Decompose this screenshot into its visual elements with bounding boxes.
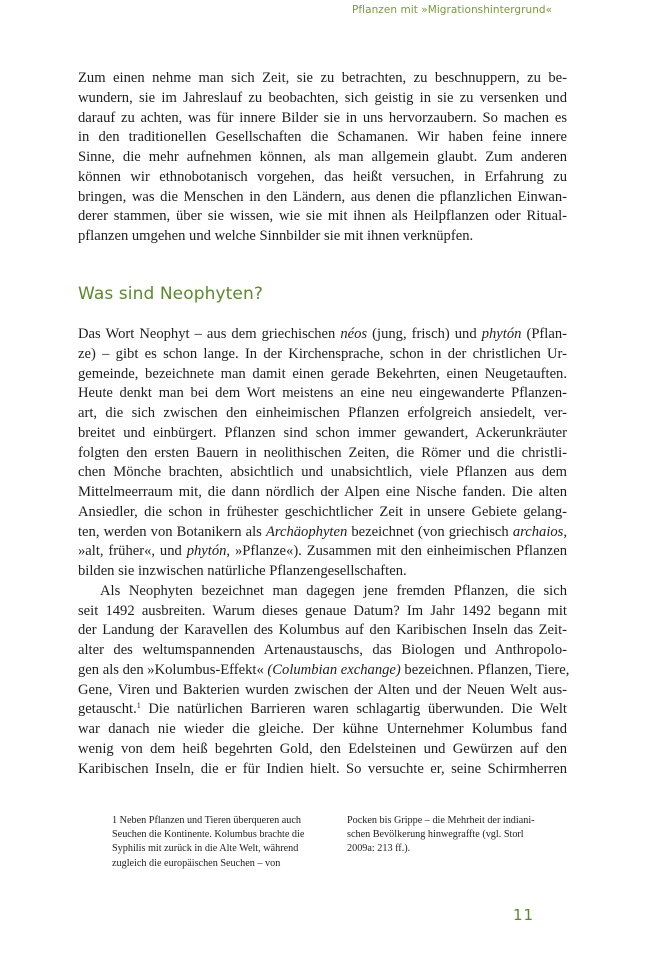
text-line: können wir ethnobotanisch vorgehen, das heißt versuchen, in Erfahrung zu	[78, 168, 567, 185]
text-line: getauscht.$^1$ Die natürlichen Barrieren waren schlagartig überwunden. Die Welt	[78, 701, 567, 718]
running-head: Pflanzen mit »Migrationshintergrund«	[352, 4, 553, 16]
text-line: Gene, Viren und Bakterien wurden zwischen der Alten und der Neuen Welt aus-	[78, 681, 567, 698]
footnote-column-1	[112, 814, 327, 871]
greek-term: archaios,	[512, 523, 568, 540]
footnote-line: Pocken bis Grippe – die Mehrheit der indiani-	[347, 815, 535, 826]
text-line: bilden sie inzwischen natürliche Pflanzengesellschaften.	[78, 563, 407, 579]
paragraph-columbus	[78, 582, 570, 780]
text-line: bringen, was die Menschen in den Ländern, aus denen die pflanzlichen Einwan-	[78, 188, 567, 205]
text-line: gen als den »Kolumbus-Effekt« (Columbian exchange) bezeichnen. Pflanzen, Tiere,	[78, 661, 570, 678]
text-line: Das Wort Neophyt – aus dem griechischen néos (jung, frisch) und phytón (Pflan-	[78, 326, 567, 342]
italic-term: (Columbian exchange)	[267, 661, 401, 678]
text-line: ze) – gibt es schon lange. In der Kirchensprache, schon in der christlichen Ur-	[78, 345, 567, 362]
section-heading: Was sind Neophyten?	[78, 284, 263, 304]
greek-term: néos	[340, 326, 368, 342]
text-line: seit 1492 ausbreiten. Warum dieses genaue Datum? Im Jahr 1492 begann mit	[78, 602, 567, 619]
text-line: pflanzen umgehen und welche Sinnbilder sie mit ihnen verknüpfen.	[78, 228, 474, 244]
greek-term: phytón,	[186, 543, 231, 560]
text-line: chen Mönche brachten, absichtlich und unabsichtlich, viele Pflanzen aus dem	[78, 464, 567, 481]
text-line: Mittelmeerraum mit, die dann nördlich der Alpen eine Nische fanden. Die alten	[78, 484, 567, 500]
footnote-line: schen Bevölkerung hinwegraffte (vgl. Storl	[347, 829, 524, 841]
text-line: darauf zu achten, was für innere Bilder sie in uns hervorzaubern. So machen es	[78, 109, 567, 126]
text-line: Ansiedler, die schon in frühester geschichtlicher Zeit in unsere Gebiete gelang-	[78, 503, 567, 520]
footnote-line: zugleich die europäischen Seuchen – von	[112, 857, 281, 869]
text-line: Sinne, die mehr aufnehmen können, als man allgemein glaubt. Zum anderen	[78, 149, 567, 165]
text-line: gemeinde, bezeichnete man damit einen gerade Bekehrten, einen Neugetauften.	[78, 365, 567, 382]
text-line: art, die sich zwischen den einheimischen Pflanzen erfolgreich ansiedelt, ver-	[78, 405, 567, 421]
section-body	[78, 325, 570, 779]
footnote-line: Syphilis mit zurück in die Alte Welt, während	[112, 843, 299, 855]
footnote-column-2	[347, 814, 562, 871]
text-line: Karibischen Inseln, die er für Indien hielt. So versuchte er, seine Schirmherren	[78, 760, 567, 777]
text-line: breitet und einbürgert. Pflanzen sind schon immer gewandert, Ackerunkräuter	[78, 424, 567, 441]
footnote-area	[112, 814, 572, 871]
text-line: »alt, früher«, und phytón, »Pflanze«). Zusammen mit den einheimischen Pflanzen	[78, 543, 568, 560]
paragraph-neophyt-definition	[78, 325, 567, 582]
text-line: in den traditionellen Gesellschaften die Schamanen. Wir haben feine innere	[78, 129, 567, 146]
text-line: der Landung der Karavellen des Kolumbus auf den Karibischen Inseln das Zeit-	[78, 622, 567, 639]
text-line: wundern, sie im Jahreslauf zu beobachten, sich geistig in sie zu versenken und	[78, 89, 567, 106]
italic-term: Archäophyten	[265, 523, 348, 540]
text-line: derer stammen, über sie wissen, wie sie mit ihnen als Heilpflanzen oder Ritual-	[78, 208, 567, 225]
footnote-line: 2009a: 213 ff.).	[347, 843, 411, 855]
text-line: wenig von dem heiß begehrten Gold, den Edelsteinen und Gewürzen auf den	[78, 740, 567, 757]
text-line: folgten den ersten Bauern in neolithischen Zeiten, die Römer und die christli-	[78, 444, 567, 461]
footnote-reference[interactable]: 1	[136, 701, 141, 711]
page-number: 11	[513, 906, 535, 924]
greek-term: phytón	[481, 326, 522, 342]
footnote-line: 1 Neben Pflanzen und Tieren überqueren auch	[112, 815, 301, 826]
intro-paragraph	[78, 69, 567, 247]
text-line: war danach nie wieder die gleiche. Der kühne Unternehmer Kolumbus fand	[78, 721, 567, 737]
footnote-line: Seuchen die Kontinente. Kolumbus brachte die	[112, 829, 305, 841]
text-line: Heute denkt man bei dem Wort meistens an eine neu eingewanderte Pflanzen-	[78, 385, 567, 402]
text-line: Zum einen nehme man sich Zeit, sie zu betrachten, zu beschnuppern, zu be-	[78, 70, 567, 86]
text-line: Als Neophyten bezeichnet man dagegen jene fremden Pflanzen, die sich	[100, 582, 567, 599]
text-line: ten, werden von Botanikern als Archäophyten bezeichnet (von griechisch archaios,	[78, 523, 568, 540]
text-line: alter des weltumspannenden Artenaustauschs, das Biologen und Anthropolo-	[78, 642, 567, 658]
